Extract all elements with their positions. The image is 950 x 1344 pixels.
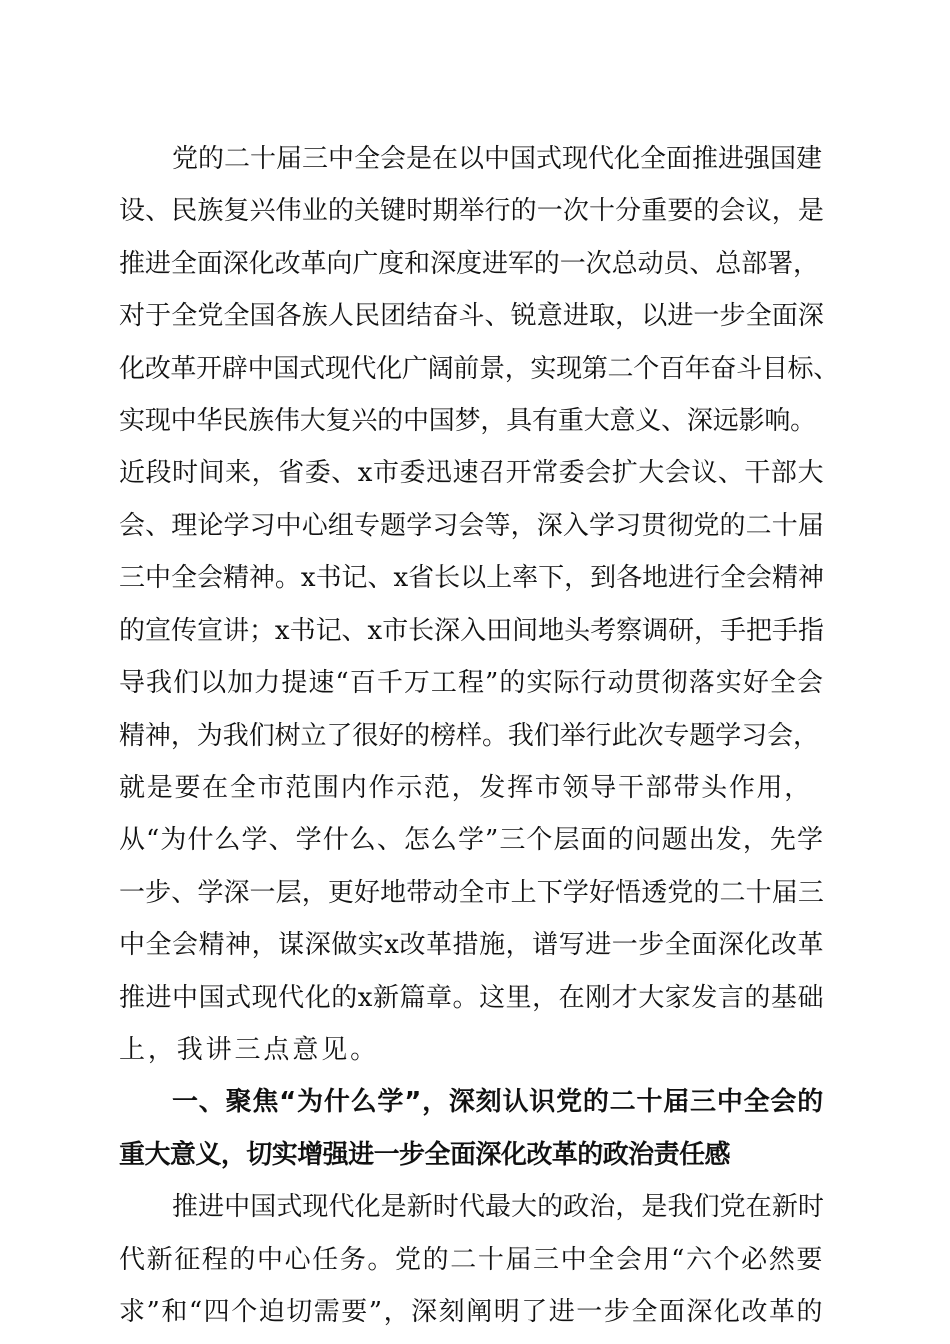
- paragraph-line: 精神，为我们树立了很好的榜样。我们举行此次专题学习会，: [119, 721, 819, 751]
- paragraph-line: 对于全党全国各族人民团结奋斗、锐意进取，以进一步全面深: [119, 301, 824, 331]
- heading-line: 一、聚焦“为什么学”，深刻认识党的二十届三中全会的: [172, 1087, 824, 1117]
- paragraph-line: 就是要在全市范围内作示范，发挥市领导干部带头作用，: [119, 773, 812, 803]
- paragraph-line: 实现中华民族伟大复兴的中国梦，具有重大意义、深远影响。: [119, 406, 816, 436]
- paragraph-line: 设、民族复兴伟业的关键时期举行的一次十分重要的会议，是: [119, 196, 824, 226]
- paragraph-line: 上，我讲三点意见。: [119, 1035, 379, 1065]
- paragraph-line: 导我们以加力提速“百千万工程”的实际行动贯彻落实好全会: [119, 668, 824, 698]
- paragraph-line: 党的二十届三中全会是在以中国式现代化全面推进强国建: [172, 144, 822, 174]
- paragraph-line: 从“为什么学、学什么、怎么学”三个层面的问题出发，先学: [119, 825, 824, 855]
- paragraph-line: 的宣传宣讲；x书记、x市长深入田间地头考察调研，手把手指: [119, 616, 824, 646]
- paragraph-line: 代新征程的中心任务。党的二十届三中全会用“六个必然要: [119, 1245, 824, 1275]
- heading-line: 重大意义，切实增强进一步全面深化改革的政治责任感: [119, 1140, 730, 1170]
- paragraph-line: 会、理论学习中心组专题学习会等，深入学习贯彻党的二十届: [119, 511, 824, 541]
- paragraph-line: 推进中国式现代化是新时代最大的政治，是我们党在新时: [172, 1192, 824, 1222]
- paragraph-line: 一步、学深一层，更好地带动全市上下学好悟透党的二十届三: [119, 878, 824, 908]
- paragraph-line: 中全会精神，谋深做实x改革措施，谱写进一步全面深化改革: [119, 930, 824, 960]
- paragraph-line: 近段时间来，省委、x市委迅速召开常委会扩大会议、干部大: [119, 458, 824, 488]
- paragraph-line: 推进全面深化改革向广度和深度进军的一次总动员、总部署，: [119, 249, 819, 279]
- paragraph-line: 化改革开辟中国式现代化广阔前景，实现第二个百年奋斗目标、: [119, 354, 839, 384]
- paragraph-line: 推进中国式现代化的x新篇章。这里，在刚才大家发言的基础: [119, 983, 824, 1013]
- paragraph-line: 求”和“四个迫切需要”，深刻阐明了进一步全面深化改革的: [119, 1297, 824, 1327]
- paragraph-line: 三中全会精神。x书记、x省长以上率下，到各地进行全会精神: [119, 563, 824, 593]
